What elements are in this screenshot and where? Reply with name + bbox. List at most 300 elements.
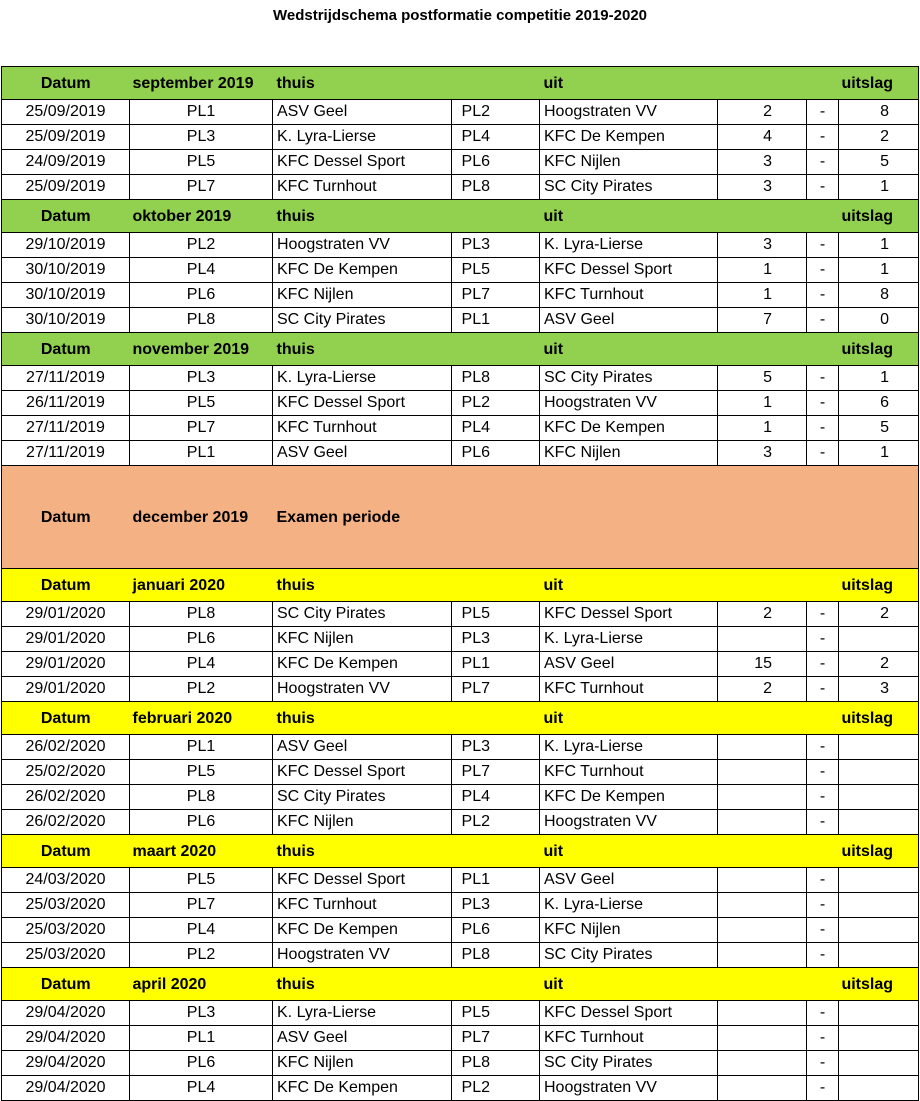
month-header: februari 2020: [130, 702, 273, 735]
away-score: 1: [839, 258, 919, 283]
home-team: KFC Nijlen: [273, 1051, 452, 1076]
home-header: thuis: [273, 200, 540, 233]
match-row: [2, 1051, 919, 1076]
away-team: Hoogstraten VV: [540, 810, 718, 835]
away-team: KFC Turnhout: [540, 283, 718, 308]
date-header: Datum: [2, 968, 130, 1001]
result-header: uitslag: [807, 67, 919, 100]
home-score: [718, 785, 807, 810]
match-row: [2, 785, 919, 810]
home-code: PL1: [130, 100, 273, 125]
home-team: KFC Turnhout: [273, 175, 452, 200]
match-row: [2, 602, 919, 627]
away-score: 2: [839, 602, 919, 627]
home-team: Hoogstraten VV: [273, 233, 452, 258]
home-code: PL1: [130, 1026, 273, 1051]
score-separator: -: [807, 868, 839, 893]
section-header-row: [2, 67, 919, 100]
match-row: [2, 677, 919, 702]
month-header: april 2020: [130, 968, 273, 1001]
score-separator: -: [807, 760, 839, 785]
match-date: 25/09/2019: [2, 175, 130, 200]
away-code: PL3: [452, 627, 540, 652]
away-team: K. Lyra-Lierse: [540, 233, 718, 258]
match-date: 26/02/2020: [2, 785, 130, 810]
away-code: PL5: [452, 602, 540, 627]
home-code: PL6: [130, 1051, 273, 1076]
home-code: PL3: [130, 125, 273, 150]
month-header: maart 2020: [130, 835, 273, 868]
away-code: PL5: [452, 258, 540, 283]
away-code: PL2: [452, 810, 540, 835]
away-code: PL1: [452, 868, 540, 893]
away-code: PL4: [452, 785, 540, 810]
away-code: PL4: [452, 125, 540, 150]
away-score: 3: [839, 677, 919, 702]
home-score: [718, 735, 807, 760]
match-date: 27/11/2019: [2, 441, 130, 466]
away-code: PL3: [452, 735, 540, 760]
match-row: [2, 258, 919, 283]
match-date: 29/01/2020: [2, 677, 130, 702]
away-team: Hoogstraten VV: [540, 391, 718, 416]
home-code: PL5: [130, 760, 273, 785]
section-header-row: [2, 835, 919, 868]
match-date: 29/01/2020: [2, 602, 130, 627]
month-header: oktober 2019: [130, 200, 273, 233]
match-date: 26/02/2020: [2, 735, 130, 760]
month-header: januari 2020: [130, 569, 273, 602]
home-team: KFC Nijlen: [273, 627, 452, 652]
away-team: KFC Dessel Sport: [540, 258, 718, 283]
away-score: [839, 868, 919, 893]
away-code: PL8: [452, 175, 540, 200]
home-team: ASV Geel: [273, 1026, 452, 1051]
away-code: PL2: [452, 391, 540, 416]
home-code: PL2: [130, 677, 273, 702]
home-score: 1: [718, 391, 807, 416]
date-header: Datum: [2, 333, 130, 366]
match-date: 29/01/2020: [2, 627, 130, 652]
home-code: PL3: [130, 366, 273, 391]
home-team: KFC De Kempen: [273, 258, 452, 283]
match-row: [2, 233, 919, 258]
home-code: PL7: [130, 175, 273, 200]
match-date: 25/02/2020: [2, 760, 130, 785]
score-separator: -: [807, 1026, 839, 1051]
exam-period-label: Examen periode: [273, 466, 919, 569]
home-score: [718, 1051, 807, 1076]
match-row: [2, 391, 919, 416]
home-code: PL8: [130, 308, 273, 333]
home-code: PL6: [130, 283, 273, 308]
away-score: [839, 785, 919, 810]
away-score: 8: [839, 100, 919, 125]
away-code: PL8: [452, 366, 540, 391]
home-score: 5: [718, 366, 807, 391]
match-row: [2, 441, 919, 466]
result-header: uitslag: [807, 702, 919, 735]
result-header: uitslag: [807, 968, 919, 1001]
home-header: thuis: [273, 569, 540, 602]
match-row: [2, 943, 919, 968]
home-team: K. Lyra-Lierse: [273, 125, 452, 150]
match-date: 29/04/2020: [2, 1051, 130, 1076]
home-score: [718, 1001, 807, 1026]
away-code: PL3: [452, 233, 540, 258]
date-header: Datum: [2, 702, 130, 735]
away-score: 0: [839, 308, 919, 333]
match-date: 29/04/2020: [2, 1076, 130, 1101]
away-team: SC City Pirates: [540, 1051, 718, 1076]
match-date: 24/03/2020: [2, 868, 130, 893]
match-row: [2, 1076, 919, 1101]
match-date: 26/11/2019: [2, 391, 130, 416]
home-score: 1: [718, 258, 807, 283]
away-header: uit: [540, 67, 807, 100]
away-code: PL4: [452, 416, 540, 441]
away-code: PL7: [452, 1026, 540, 1051]
home-score: 1: [718, 283, 807, 308]
home-team: SC City Pirates: [273, 308, 452, 333]
match-row: [2, 735, 919, 760]
home-code: PL5: [130, 868, 273, 893]
score-separator: -: [807, 785, 839, 810]
away-team: KFC Nijlen: [540, 441, 718, 466]
score-separator: -: [807, 735, 839, 760]
away-score: 2: [839, 652, 919, 677]
month-header: september 2019: [130, 67, 273, 100]
away-team: KFC Dessel Sport: [540, 602, 718, 627]
match-row: [2, 918, 919, 943]
score-separator: -: [807, 258, 839, 283]
away-score: [839, 810, 919, 835]
score-separator: -: [807, 125, 839, 150]
match-row: [2, 125, 919, 150]
home-score: 3: [718, 150, 807, 175]
result-header: uitslag: [807, 200, 919, 233]
away-team: ASV Geel: [540, 308, 718, 333]
score-separator: -: [807, 366, 839, 391]
home-code: PL8: [130, 602, 273, 627]
home-team: KFC Dessel Sport: [273, 391, 452, 416]
home-team: KFC De Kempen: [273, 918, 452, 943]
result-header: uitslag: [807, 569, 919, 602]
score-separator: -: [807, 441, 839, 466]
away-team: KFC De Kempen: [540, 125, 718, 150]
score-separator: -: [807, 283, 839, 308]
away-score: [839, 893, 919, 918]
home-code: PL5: [130, 150, 273, 175]
match-date: 25/03/2020: [2, 943, 130, 968]
home-code: PL6: [130, 810, 273, 835]
home-header: thuis: [273, 968, 540, 1001]
away-code: PL8: [452, 1051, 540, 1076]
score-separator: -: [807, 391, 839, 416]
page-title: Wedstrijdschema postformatie competitie 2019-2020: [272, 7, 648, 24]
score-separator: -: [807, 175, 839, 200]
home-team: KFC Nijlen: [273, 283, 452, 308]
away-score: [839, 943, 919, 968]
match-row: [2, 1001, 919, 1026]
away-team: K. Lyra-Lierse: [540, 893, 718, 918]
score-separator: -: [807, 627, 839, 652]
away-team: KFC Turnhout: [540, 760, 718, 785]
away-header: uit: [540, 200, 807, 233]
away-code: PL5: [452, 1001, 540, 1026]
away-code: PL7: [452, 760, 540, 785]
away-score: 5: [839, 416, 919, 441]
home-team: KFC Dessel Sport: [273, 868, 452, 893]
section-header-row: [2, 466, 919, 569]
away-header: uit: [540, 569, 807, 602]
away-score: [839, 760, 919, 785]
score-separator: -: [807, 1051, 839, 1076]
month-header: december 2019: [130, 466, 273, 569]
match-row: [2, 283, 919, 308]
home-team: K. Lyra-Lierse: [273, 1001, 452, 1026]
away-score: [839, 735, 919, 760]
away-score: 6: [839, 391, 919, 416]
away-team: KFC De Kempen: [540, 785, 718, 810]
score-separator: -: [807, 233, 839, 258]
home-score: [718, 1026, 807, 1051]
home-score: [718, 1076, 807, 1101]
home-code: PL2: [130, 943, 273, 968]
score-separator: -: [807, 893, 839, 918]
match-row: [2, 175, 919, 200]
match-date: 29/04/2020: [2, 1001, 130, 1026]
away-score: [839, 1076, 919, 1101]
away-score: [839, 1026, 919, 1051]
home-score: 4: [718, 125, 807, 150]
score-separator: -: [807, 677, 839, 702]
away-score: 1: [839, 366, 919, 391]
away-code: PL1: [452, 652, 540, 677]
home-header: thuis: [273, 67, 540, 100]
home-score: 2: [718, 602, 807, 627]
away-team: K. Lyra-Lierse: [540, 735, 718, 760]
match-row: [2, 627, 919, 652]
home-team: KFC Dessel Sport: [273, 150, 452, 175]
home-score: [718, 943, 807, 968]
match-date: 30/10/2019: [2, 258, 130, 283]
away-score: 1: [839, 441, 919, 466]
home-score: [718, 760, 807, 785]
away-code: PL1: [452, 308, 540, 333]
home-score: 15: [718, 652, 807, 677]
home-team: SC City Pirates: [273, 602, 452, 627]
match-row: [2, 893, 919, 918]
home-code: PL4: [130, 1076, 273, 1101]
away-team: KFC Turnhout: [540, 677, 718, 702]
away-score: [839, 1001, 919, 1026]
away-score: 5: [839, 150, 919, 175]
home-team: KFC Turnhout: [273, 416, 452, 441]
match-row: [2, 1026, 919, 1051]
match-date: 27/11/2019: [2, 366, 130, 391]
home-code: PL8: [130, 785, 273, 810]
home-score: 1: [718, 416, 807, 441]
match-row: [2, 652, 919, 677]
home-team: KFC Nijlen: [273, 810, 452, 835]
match-row: [2, 760, 919, 785]
away-header: uit: [540, 835, 807, 868]
home-team: KFC Turnhout: [273, 893, 452, 918]
away-score: [839, 627, 919, 652]
section-header-row: [2, 569, 919, 602]
score-separator: -: [807, 100, 839, 125]
away-team: ASV Geel: [540, 652, 718, 677]
home-team: ASV Geel: [273, 735, 452, 760]
match-date: 25/09/2019: [2, 125, 130, 150]
date-header: Datum: [2, 835, 130, 868]
away-score: 1: [839, 233, 919, 258]
home-team: KFC De Kempen: [273, 652, 452, 677]
score-separator: -: [807, 652, 839, 677]
score-separator: -: [807, 602, 839, 627]
home-score: [718, 810, 807, 835]
away-code: PL6: [452, 441, 540, 466]
home-score: [718, 893, 807, 918]
home-score: [718, 627, 807, 652]
away-code: PL6: [452, 918, 540, 943]
section-header-row: [2, 333, 919, 366]
match-date: 29/04/2020: [2, 1026, 130, 1051]
away-score: 2: [839, 125, 919, 150]
match-date: 26/02/2020: [2, 810, 130, 835]
away-team: SC City Pirates: [540, 943, 718, 968]
date-header: Datum: [2, 569, 130, 602]
home-team: ASV Geel: [273, 100, 452, 125]
away-code: PL7: [452, 677, 540, 702]
match-date: 27/11/2019: [2, 416, 130, 441]
home-score: [718, 918, 807, 943]
match-row: [2, 810, 919, 835]
home-score: 2: [718, 100, 807, 125]
home-score: 2: [718, 677, 807, 702]
result-header: uitslag: [807, 835, 919, 868]
home-score: 3: [718, 175, 807, 200]
match-row: [2, 416, 919, 441]
section-header-row: [2, 968, 919, 1001]
away-score: [839, 1051, 919, 1076]
home-code: PL4: [130, 918, 273, 943]
match-row: [2, 100, 919, 125]
home-header: thuis: [273, 835, 540, 868]
score-separator: -: [807, 308, 839, 333]
date-header: Datum: [2, 200, 130, 233]
away-team: SC City Pirates: [540, 175, 718, 200]
score-separator: -: [807, 416, 839, 441]
away-team: KFC Dessel Sport: [540, 1001, 718, 1026]
home-team: K. Lyra-Lierse: [273, 366, 452, 391]
away-team: ASV Geel: [540, 868, 718, 893]
score-separator: -: [807, 1001, 839, 1026]
section-header-row: [2, 200, 919, 233]
home-header: thuis: [273, 333, 540, 366]
match-date: 29/01/2020: [2, 652, 130, 677]
match-row: [2, 150, 919, 175]
home-team: KFC Dessel Sport: [273, 760, 452, 785]
score-separator: -: [807, 1076, 839, 1101]
date-header: Datum: [2, 67, 130, 100]
match-date: 25/09/2019: [2, 100, 130, 125]
away-code: PL3: [452, 893, 540, 918]
away-score: [839, 918, 919, 943]
match-date: 24/09/2019: [2, 150, 130, 175]
match-row: [2, 308, 919, 333]
section-header-row: [2, 702, 919, 735]
match-date: 30/10/2019: [2, 308, 130, 333]
home-code: PL6: [130, 627, 273, 652]
away-code: PL8: [452, 943, 540, 968]
home-score: 7: [718, 308, 807, 333]
home-code: PL1: [130, 441, 273, 466]
away-team: SC City Pirates: [540, 366, 718, 391]
home-code: PL7: [130, 416, 273, 441]
home-code: PL5: [130, 391, 273, 416]
away-team: KFC Turnhout: [540, 1026, 718, 1051]
away-team: KFC Nijlen: [540, 150, 718, 175]
date-header: Datum: [2, 466, 130, 569]
home-code: PL1: [130, 735, 273, 760]
away-header: uit: [540, 702, 807, 735]
home-team: SC City Pirates: [273, 785, 452, 810]
away-header: uit: [540, 968, 807, 1001]
away-score: 1: [839, 175, 919, 200]
match-row: [2, 366, 919, 391]
away-team: KFC Nijlen: [540, 918, 718, 943]
away-score: 8: [839, 283, 919, 308]
home-team: Hoogstraten VV: [273, 677, 452, 702]
away-header: uit: [540, 333, 807, 366]
home-header: thuis: [273, 702, 540, 735]
score-separator: -: [807, 943, 839, 968]
match-row: [2, 868, 919, 893]
schedule-table: [1, 66, 919, 1101]
match-date: 30/10/2019: [2, 283, 130, 308]
away-code: PL2: [452, 1076, 540, 1101]
home-team: Hoogstraten VV: [273, 943, 452, 968]
score-separator: -: [807, 810, 839, 835]
home-team: KFC De Kempen: [273, 1076, 452, 1101]
away-team: KFC De Kempen: [540, 416, 718, 441]
home-score: 3: [718, 441, 807, 466]
home-team: ASV Geel: [273, 441, 452, 466]
away-code: PL6: [452, 150, 540, 175]
home-code: PL2: [130, 233, 273, 258]
score-separator: -: [807, 150, 839, 175]
home-code: PL7: [130, 893, 273, 918]
away-team: K. Lyra-Lierse: [540, 627, 718, 652]
away-code: PL7: [452, 283, 540, 308]
schedule-body: [2, 67, 919, 1101]
away-team: Hoogstraten VV: [540, 100, 718, 125]
home-score: 3: [718, 233, 807, 258]
result-header: uitslag: [807, 333, 919, 366]
match-date: 29/10/2019: [2, 233, 130, 258]
score-separator: -: [807, 918, 839, 943]
away-code: PL2: [452, 100, 540, 125]
home-code: PL4: [130, 652, 273, 677]
home-score: [718, 868, 807, 893]
home-code: PL3: [130, 1001, 273, 1026]
match-date: 25/03/2020: [2, 918, 130, 943]
away-team: Hoogstraten VV: [540, 1076, 718, 1101]
match-date: 25/03/2020: [2, 893, 130, 918]
home-code: PL4: [130, 258, 273, 283]
